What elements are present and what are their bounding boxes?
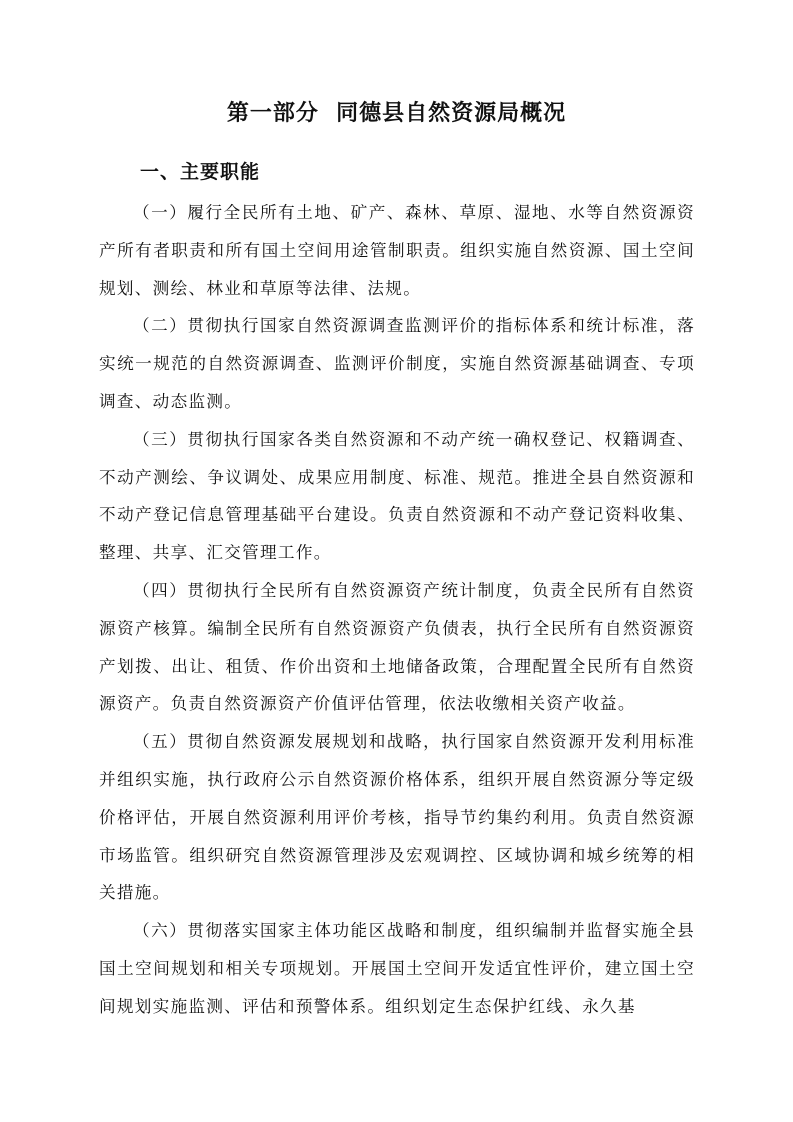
body-text (99, 194, 695, 1026)
paragraph-6: （六）贯彻落实国家主体功能区战略和制度，组织编制并监督实施全县国土空间规划和相关专项规划。开展国土空间开发适宜性评价，建立国土空间规划实施监测、评估和预警体系。组织划定生态保护红线、永久基 (99, 921, 695, 1016)
paragraph-4: （四）贯彻执行全民所有自然资源资产统计制度，负责全民所有自然资源资产核算。编制全民所有自然资源资产负债表，执行全民所有自然资源资产划拨、出让、租赁、作价出资和土地储备政策，合理配置全民所有自然资源资产。负责自然资源资产价值评估管理，依法收缴相关资产收益。 (99, 580, 695, 714)
paragraph-1: （一）履行全民所有土地、矿产、森林、草原、湿地、水等自然资源资产所有者职责和所有国土空间用途管制职责。组织实施自然资源、国土空间规划、测绘、林业和草原等法律、法规。 (99, 203, 695, 298)
paragraph-2: （二）贯彻执行国家自然资源调查监测评价的指标体系和统计标准，落实统一规范的自然资源调查、监测评价制度，实施自然资源基础调查、专项调查、动态监测。 (99, 316, 695, 411)
document-title: 第一部分 同德县自然资源局概况 (226, 101, 567, 126)
paragraph-3: （三）贯彻执行国家各类自然资源和不动产统一确权登记、权籍调查、不动产测绘、争议调处、成果应用制度、标准、规范。推进全县自然资源和不动产登记信息管理基础平台建设。负责自然资源和不动产登记资料收集、整理、共享、汇交管理工作。 (99, 429, 695, 563)
paragraph-5: （五）贯彻自然资源发展规划和战略，执行国家自然资源开发利用标准并组织实施，执行政府公示自然资源价格体系，组织开展自然资源分等定级价格评估，开展自然资源利用评价考核，指导节约集约利用。负责自然资源市场监管。组织研究自然资源管理涉及宏观调控、区域协调和城乡统筹的相关措施。 (99, 732, 695, 903)
section-heading: 一、主要职能 (140, 161, 261, 183)
